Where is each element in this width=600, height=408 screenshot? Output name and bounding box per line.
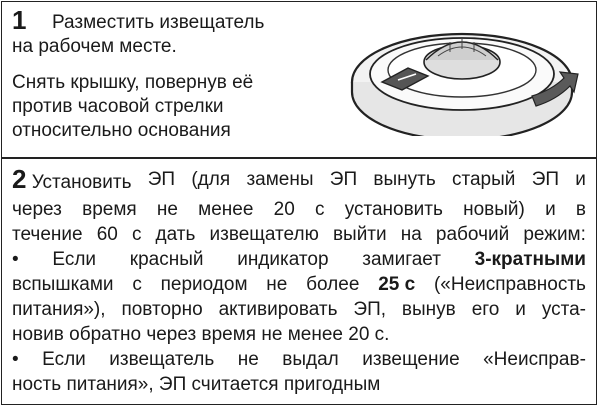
step-2-line-7: новив обратно через время не менее 20 с.: [12, 324, 390, 345]
step-2-line-3: течение 60 с дать извещателю выйти на рабочий режим:: [12, 224, 586, 245]
step-1-number: 1: [12, 5, 27, 35]
step-1-text-line-2: против часовой стрелки: [12, 96, 224, 117]
step-2-line-4: • Если красный индикатор замигает 3-кратными: [12, 249, 586, 270]
step-2-line-1: 2 Установить ЭП (для замены ЭП вынуть старый ЭП и: [12, 164, 586, 194]
step-2-line-5: вспышками с периодом не более 25 с («Неисправность: [12, 274, 586, 295]
step-1-title-line-1: Разместить извещатель: [52, 12, 265, 33]
bold-period: 25 с: [378, 274, 416, 295]
smoke-detector-icon: [342, 16, 587, 136]
step-2-section: [2, 159, 596, 406]
instruction-card: [1, 1, 597, 405]
step-2-line-2: через время не менее 20 с установить новый) и в: [12, 199, 586, 220]
step-1-section: [2, 2, 596, 159]
step-1-text-line-3: относительно основания: [12, 120, 231, 141]
step-1-text-line-1: Снять крышку, повернув её: [12, 72, 254, 93]
step-2-line-6: питания»), повторно активировать ЭП, вынув его и уста-: [12, 299, 586, 320]
step-2-line-8: • Если извещатель не выдал извещение «Неисправ-: [12, 349, 586, 370]
step-2-number: 2: [12, 164, 27, 194]
step-2-line-9: ность питания», ЭП считается пригодным: [12, 374, 381, 395]
bold-flash-count: 3-кратными: [474, 249, 586, 270]
step-1-title-line-2: на рабочем месте.: [12, 36, 177, 57]
